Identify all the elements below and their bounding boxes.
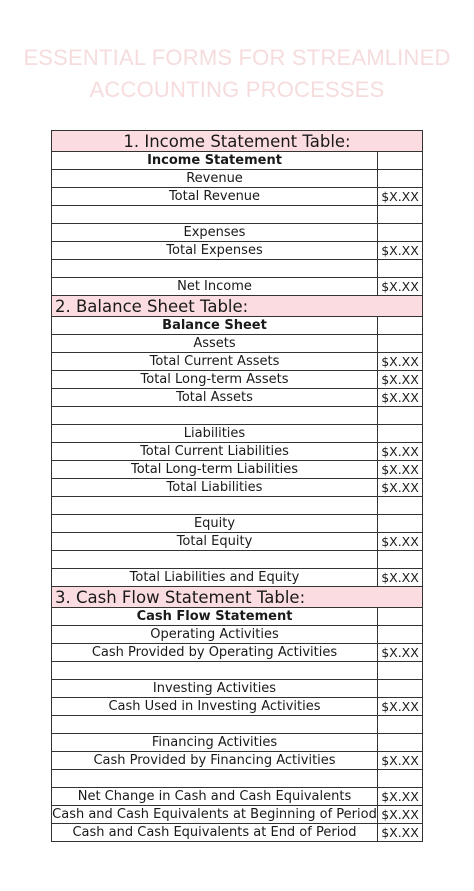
- row-label[interactable]: Total Long-term Assets: [52, 371, 378, 389]
- table-row: [52, 551, 423, 569]
- row-label[interactable]: [52, 260, 378, 278]
- row-value[interactable]: $X.XX: [378, 569, 423, 587]
- row-value[interactable]: [378, 152, 423, 170]
- table-row: [52, 716, 423, 734]
- row-label[interactable]: Net Change in Cash and Cash Equivalents: [52, 788, 378, 806]
- row-value[interactable]: [378, 551, 423, 569]
- row-value[interactable]: [378, 170, 423, 188]
- row-label[interactable]: [52, 770, 378, 788]
- row-value[interactable]: [378, 515, 423, 533]
- table-row: [52, 680, 423, 698]
- table-row: [52, 389, 423, 407]
- row-label[interactable]: [52, 662, 378, 680]
- page-title-line-1: ESSENTIAL FORMS FOR STREAMLINED: [23, 45, 451, 70]
- table-row: [52, 170, 423, 188]
- table-row: [52, 644, 423, 662]
- row-label[interactable]: Equity: [52, 515, 378, 533]
- table-row: [52, 242, 423, 260]
- row-value[interactable]: $X.XX: [378, 533, 423, 551]
- section-title: 3. Cash Flow Statement Table:: [52, 587, 423, 608]
- table-row: [52, 626, 423, 644]
- row-label[interactable]: [52, 551, 378, 569]
- row-label[interactable]: [52, 206, 378, 224]
- row-label[interactable]: Total Equity: [52, 533, 378, 551]
- balance-sheet-section-header: [52, 296, 423, 317]
- page-title-line-2: ACCOUNTING PROCESSES: [89, 77, 385, 102]
- accounting-sheet: [51, 130, 422, 842]
- row-label[interactable]: Cash Provided by Operating Activities: [52, 644, 378, 662]
- table-row: [52, 788, 423, 806]
- balance-sheet-rows: [52, 317, 423, 587]
- table-row: [52, 353, 423, 371]
- row-value[interactable]: [378, 770, 423, 788]
- cash-flow-section-header: [52, 587, 423, 608]
- table-row: [52, 461, 423, 479]
- row-label[interactable]: Total Assets: [52, 389, 378, 407]
- table-subheading[interactable]: Cash Flow Statement: [52, 608, 378, 626]
- section-title: 2. Balance Sheet Table:: [52, 296, 423, 317]
- row-label[interactable]: Liabilities: [52, 425, 378, 443]
- table-row: [52, 335, 423, 353]
- row-label[interactable]: Net Income: [52, 278, 378, 296]
- table-row: [52, 770, 423, 788]
- row-value[interactable]: [378, 407, 423, 425]
- table-row: [52, 698, 423, 716]
- table-row: [52, 662, 423, 680]
- table-row: [52, 407, 423, 425]
- table-row: [52, 533, 423, 551]
- table-row: [52, 608, 423, 626]
- row-label[interactable]: Cash and Cash Equivalents at End of Period: [52, 824, 378, 842]
- cash-flow-rows: [52, 608, 423, 842]
- row-value[interactable]: [378, 662, 423, 680]
- row-value[interactable]: [378, 497, 423, 515]
- row-value[interactable]: [378, 224, 423, 242]
- row-value[interactable]: $X.XX: [378, 353, 423, 371]
- row-label[interactable]: [52, 716, 378, 734]
- row-value[interactable]: $X.XX: [378, 389, 423, 407]
- row-value[interactable]: [378, 206, 423, 224]
- row-value[interactable]: [378, 317, 423, 335]
- table-subheading[interactable]: Balance Sheet: [52, 317, 378, 335]
- row-value[interactable]: $X.XX: [378, 698, 423, 716]
- row-value[interactable]: [378, 608, 423, 626]
- row-label[interactable]: Total Liabilities and Equity: [52, 569, 378, 587]
- table-row: [52, 278, 423, 296]
- row-value[interactable]: $X.XX: [378, 788, 423, 806]
- row-value[interactable]: $X.XX: [378, 752, 423, 770]
- table-row: [52, 752, 423, 770]
- row-value[interactable]: $X.XX: [378, 461, 423, 479]
- row-value[interactable]: $X.XX: [378, 443, 423, 461]
- row-label[interactable]: Revenue: [52, 170, 378, 188]
- row-value[interactable]: $X.XX: [378, 242, 423, 260]
- row-value[interactable]: [378, 680, 423, 698]
- row-value[interactable]: $X.XX: [378, 371, 423, 389]
- row-label[interactable]: [52, 497, 378, 515]
- table-row: [52, 371, 423, 389]
- row-label[interactable]: Cash and Cash Equivalents at Beginning of Period: [52, 806, 377, 822]
- row-value[interactable]: [378, 734, 423, 752]
- row-label[interactable]: Expenses: [52, 224, 378, 242]
- table-row: [52, 734, 423, 752]
- table-row: [52, 260, 423, 278]
- section-title: 1. Income Statement Table:: [52, 131, 423, 152]
- table-row: [52, 515, 423, 533]
- table-row: [52, 206, 423, 224]
- row-label[interactable]: Total Liabilities: [52, 479, 378, 497]
- table-row: [52, 824, 423, 842]
- accounting-table: [51, 130, 423, 842]
- row-label[interactable]: Total Revenue: [52, 188, 378, 206]
- row-value[interactable]: $X.XX: [378, 278, 423, 296]
- table-row: [52, 497, 423, 515]
- row-label[interactable]: Financing Activities: [52, 734, 378, 752]
- row-value[interactable]: $X.XX: [378, 188, 423, 206]
- table-row: [52, 152, 423, 170]
- table-row: [52, 806, 423, 824]
- table-row: [52, 224, 423, 242]
- row-label[interactable]: Cash Used in Investing Activities: [52, 698, 378, 716]
- row-label[interactable]: [52, 407, 378, 425]
- table-row: [52, 317, 423, 335]
- table-row: [52, 188, 423, 206]
- table-row: [52, 425, 423, 443]
- table-subheading[interactable]: Income Statement: [52, 152, 378, 170]
- row-value[interactable]: $X.XX: [378, 479, 423, 497]
- row-value[interactable]: $X.XX: [378, 806, 423, 824]
- row-label[interactable]: Operating Activities: [52, 626, 378, 644]
- row-value[interactable]: $X.XX: [378, 644, 423, 662]
- row-value[interactable]: [378, 626, 423, 644]
- table-row: [52, 479, 423, 497]
- row-label[interactable]: Total Current Assets: [52, 353, 378, 371]
- row-label[interactable]: Total Current Liabilities: [52, 443, 378, 461]
- page-title: [0, 42, 474, 106]
- row-label[interactable]: Investing Activities: [52, 680, 378, 698]
- row-label[interactable]: Cash Provided by Financing Activities: [52, 752, 378, 770]
- row-value[interactable]: [378, 716, 423, 734]
- row-label[interactable]: Assets: [52, 335, 378, 353]
- table-row: [52, 569, 423, 587]
- row-label[interactable]: Total Expenses: [52, 242, 378, 260]
- row-value[interactable]: $X.XX: [378, 824, 423, 842]
- income-statement-rows: [52, 152, 423, 296]
- row-value[interactable]: [378, 260, 423, 278]
- row-label[interactable]: Total Long-term Liabilities: [52, 461, 378, 479]
- row-value[interactable]: [378, 425, 423, 443]
- income-statement-section-header: [52, 131, 423, 152]
- table-row: [52, 443, 423, 461]
- row-value[interactable]: [378, 335, 423, 353]
